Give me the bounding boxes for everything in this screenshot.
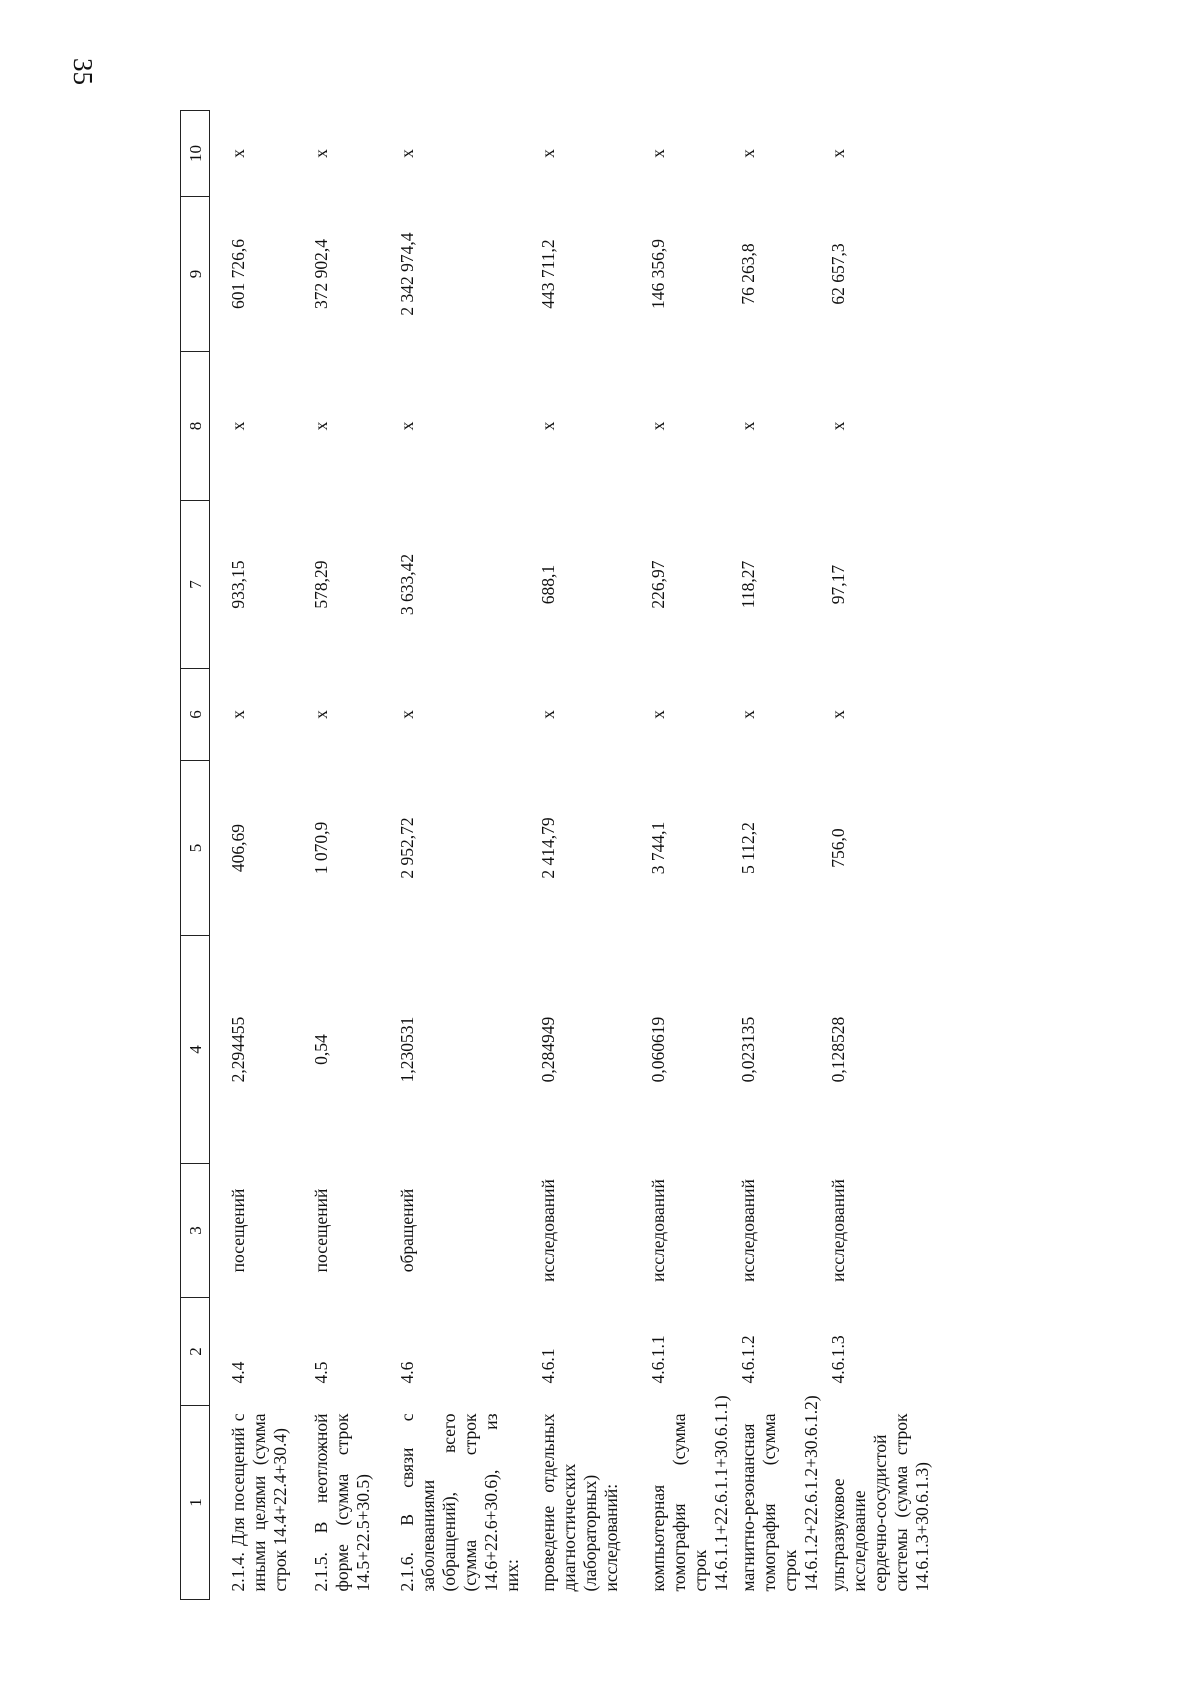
row-col9-value: 443 711,2	[538, 239, 558, 309]
row-code: 4.6.1.1	[648, 1335, 668, 1384]
row-unit: исследований	[538, 1179, 558, 1282]
page-number: 35	[68, 58, 98, 85]
indicators-table	[180, 110, 938, 1600]
header-row	[181, 111, 210, 1600]
row-col7-value: 933,15	[228, 560, 248, 609]
header-cell-3: 3	[181, 1164, 210, 1298]
row-col10-value: х	[311, 149, 331, 158]
table-row	[305, 111, 391, 1600]
row-col6-value: х	[228, 710, 248, 719]
row-col4-value: 0,54	[311, 1034, 331, 1065]
table-row	[391, 111, 532, 1600]
row-unit: посещений	[311, 1188, 331, 1273]
row-code: 4.6.1.3	[828, 1335, 848, 1384]
row-col7-value: 226,97	[648, 560, 668, 609]
row-col10-value: х	[397, 149, 417, 158]
row-col8-value: х	[538, 421, 558, 431]
row-description: 2.1.4. Для посещений с иными целями (сумма строк 14.4+22.4+30.4)	[228, 1413, 290, 1592]
header-cell-7: 7	[181, 501, 210, 669]
row-col4-value: 0,128528	[828, 1016, 848, 1083]
row-col8-value: х	[738, 421, 758, 431]
row-col5-value: 756,0	[828, 828, 848, 868]
table-row	[210, 111, 306, 1600]
header-cell-1: 1	[181, 1406, 210, 1600]
row-code: 4.5	[311, 1361, 331, 1384]
header-cell-8: 8	[181, 352, 210, 501]
row-unit: исследований	[738, 1179, 758, 1282]
row-col8-value: х	[828, 421, 848, 431]
row-col6-value: х	[311, 710, 331, 719]
row-description: 2.1.5. В неотложной форме (сумма строк 14.5+22.5+30.5)	[311, 1413, 373, 1592]
row-col4-value: 2,294455	[228, 1016, 248, 1083]
header-cell-6: 6	[181, 669, 210, 761]
row-col9-value: 601 726,6	[228, 239, 248, 309]
row-col9-value: 76 263,8	[738, 243, 758, 305]
row-col10-value: х	[738, 149, 758, 158]
header-cell-5: 5	[181, 761, 210, 936]
row-col7-value: 688,1	[538, 564, 558, 605]
row-col10-value: х	[228, 149, 248, 158]
header-cell-10: 10	[181, 111, 210, 197]
row-col5-value: 5 112,2	[738, 822, 758, 874]
row-unit: исследований	[648, 1179, 668, 1282]
row-col8-value: х	[397, 421, 417, 431]
row-code: 4.6	[397, 1361, 417, 1384]
row-col5-value: 1 070,9	[311, 821, 331, 875]
row-col4-value: 0,284949	[538, 1016, 558, 1083]
row-description: компьютерная томография (сумма строк 14.6.1.1+22.6.1.1+30.6.1.1)	[648, 1395, 731, 1592]
row-col8-value: х	[228, 421, 248, 431]
row-col10-value: х	[538, 149, 558, 158]
row-col7-value: 97,17	[828, 564, 848, 605]
row-col4-value: 0,023135	[738, 1016, 758, 1083]
row-col10-value: х	[648, 149, 668, 158]
row-col7-value: 118,27	[738, 560, 758, 609]
row-col6-value: х	[648, 710, 668, 719]
header-cell-9: 9	[181, 197, 210, 352]
row-unit: исследований	[828, 1179, 848, 1282]
row-col9-value: 62 657,3	[828, 243, 848, 305]
row-description: ультразвуковое исследование сердечно-сосудистой системы (сумма строк 14.6.1.3+30.6.1.3)	[828, 1413, 932, 1592]
header-cell-4: 4	[181, 936, 210, 1164]
row-unit: посещений	[228, 1188, 248, 1273]
row-code: 4.6.1	[538, 1348, 558, 1384]
row-col5-value: 2 414,79	[538, 817, 558, 879]
table-row	[732, 111, 822, 1600]
row-col4-value: 0,060619	[648, 1016, 668, 1083]
row-col5-value: 2 952,72	[397, 817, 417, 879]
table-row	[532, 111, 642, 1600]
row-col8-value: х	[648, 421, 668, 431]
rotated-page-content	[180, 111, 1200, 1600]
row-unit: обращений	[397, 1188, 417, 1273]
row-col7-value: 578,29	[311, 560, 331, 609]
header-cell-2: 2	[181, 1298, 210, 1406]
row-col4-value: 1,230531	[397, 1016, 417, 1083]
row-col5-value: 406,69	[228, 823, 248, 873]
row-col6-value: х	[397, 710, 417, 719]
row-col9-value: 146 356,9	[648, 239, 668, 309]
row-description: 2.1.6. В связи с заболеваниями (обращений), всего (сумма строк 14.6+22.6+30.6), из них:	[397, 1413, 522, 1592]
row-description: проведение отдельных диагностических (лабораторных) исследований:	[538, 1413, 621, 1592]
row-code: 4.6.1.2	[738, 1335, 758, 1384]
row-col10-value: х	[828, 149, 848, 158]
row-description: магнитно-резонансная томография (сумма строк 14.6.1.2+22.6.1.2+30.6.1.2)	[738, 1395, 821, 1592]
row-col8-value: х	[311, 421, 331, 431]
table-row	[822, 111, 938, 1600]
row-col7-value: 3 633,42	[397, 553, 417, 616]
row-col9-value: 372 902,4	[311, 239, 331, 309]
row-col6-value: х	[538, 710, 558, 719]
row-code: 4.4	[228, 1361, 248, 1384]
row-col6-value: х	[738, 710, 758, 719]
row-col5-value: 3 744,1	[648, 821, 668, 875]
table-row	[642, 111, 732, 1600]
row-col6-value: х	[828, 710, 848, 719]
row-col9-value: 2 342 974,4	[397, 232, 417, 316]
